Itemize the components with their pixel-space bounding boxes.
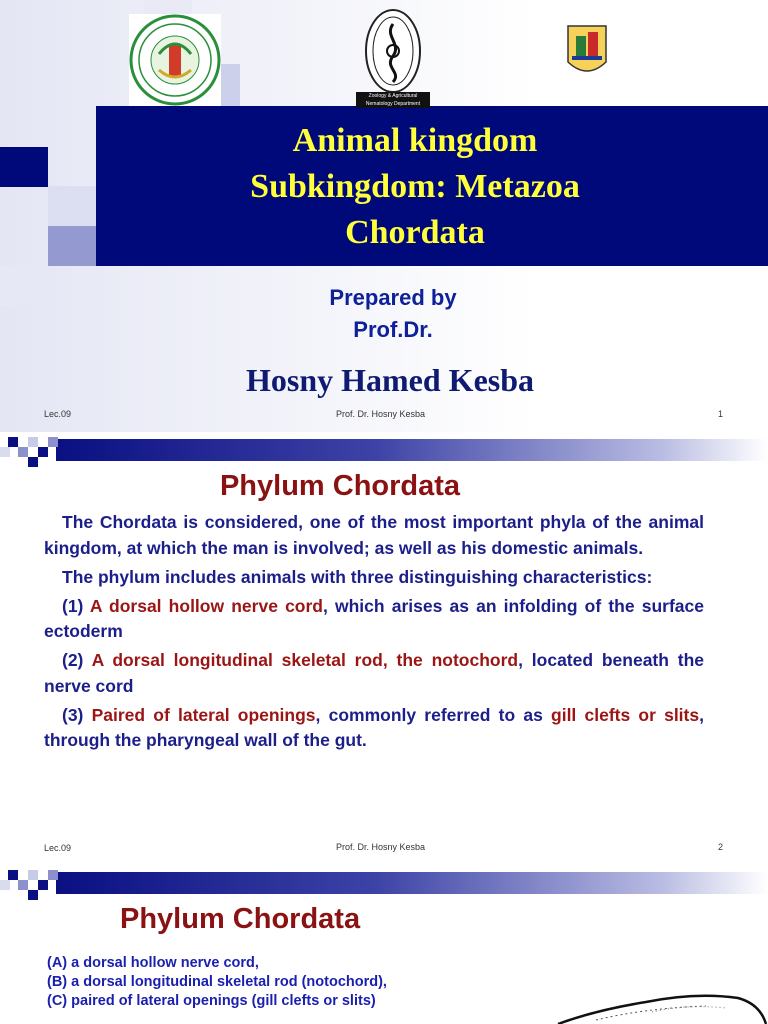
footer-page-number: 2 [718,842,724,852]
author-name: Hosny Hamed Kesba [245,362,535,398]
deco-pixel [8,870,18,880]
title-line-3: Chordata [345,214,485,251]
deco-pixel [28,437,38,447]
slide-3-list [47,954,387,1011]
slide-2-header-strip [56,439,768,461]
department-caption [356,92,430,108]
highlight-text: A dorsal hollow nerve cord [89,595,323,616]
characteristic-1 [44,594,704,645]
intro-paragraph: The Chordata is considered, one of the most important phyla of the animal kingdom, at which the man is involved; as well as his domestic animals. [44,512,704,558]
title-line-2: Subkingdom: Metazoa [250,168,580,205]
item-number: (2) [62,650,92,670]
deco-pixel [38,880,48,890]
department-logo [356,6,430,108]
footer-page-number: 1 [718,409,724,419]
slide-3-header-strip [56,872,768,894]
banner-left-band [0,147,48,187]
deco-pixel [28,890,38,900]
characteristics-intro: The phylum includes animals with three distinguishing characteristics: [62,566,653,587]
slide-2-title: Phylum Chordata [219,470,461,502]
footer-lecture: Lec.09 [44,843,72,853]
deco-pixel [48,437,58,447]
item-text: , which arises as an infolding of the surface ectoderm [44,595,704,641]
caption-line: Zoology & Agricultural [368,93,418,99]
item-text: , through the pharyngeal wall of the gut. [44,704,704,750]
item-number: (1) [62,595,90,616]
prof-title: Prof.Dr. [353,317,433,342]
item-text: , commonly referred to as [315,704,552,725]
deco-pixel [8,437,18,447]
deco-pixel [18,447,28,457]
deco-pixel [28,870,38,880]
item-number: (3) [62,704,92,725]
highlight-text: Paired of lateral openings [91,704,316,725]
deco-pixel [18,880,28,890]
footer-author: Prof. Dr. Hosny Kesba [336,842,426,852]
title-line-1: Animal kingdom [292,122,538,159]
slide-1 [0,0,768,432]
caption-line: Nematology Department [365,101,421,107]
deco-pixel [0,447,10,457]
deco-square [48,226,96,266]
slide-2-body [44,510,704,757]
characteristic-2 [44,648,704,699]
footer-lecture: Lec.09 [44,409,72,419]
slide-3-title: Phylum Chordata [120,903,361,935]
deco-pixel [28,457,38,467]
deco-pixel [48,870,58,880]
university-logo [562,22,612,86]
highlight-text: gill clefts or slits [551,704,700,725]
list-item: (A) a dorsal hollow nerve cord, [47,955,259,971]
deco-square [0,266,48,306]
footer-author: Prof. Dr. Hosny Kesba [336,409,426,419]
list-item: (B) a dorsal longitudinal skeletal rod (notochord), [47,974,387,990]
deco-pixel [38,447,48,457]
highlight-text: A dorsal longitudinal skeletal rod, the notochord [91,650,519,670]
title-block [96,118,734,256]
deco-pixel [0,880,10,890]
faculty-logo [129,14,221,106]
item-text: , located beneath the nerve cord [44,650,705,696]
characteristic-3 [44,703,704,754]
chordate-sketch-image [556,990,768,1024]
list-item: (C) paired of lateral openings (gill clefts or slits) [47,993,376,1009]
prepared-by-block [230,282,556,346]
deco-square [48,186,96,226]
prepared-by-label: Prepared by [329,285,457,310]
